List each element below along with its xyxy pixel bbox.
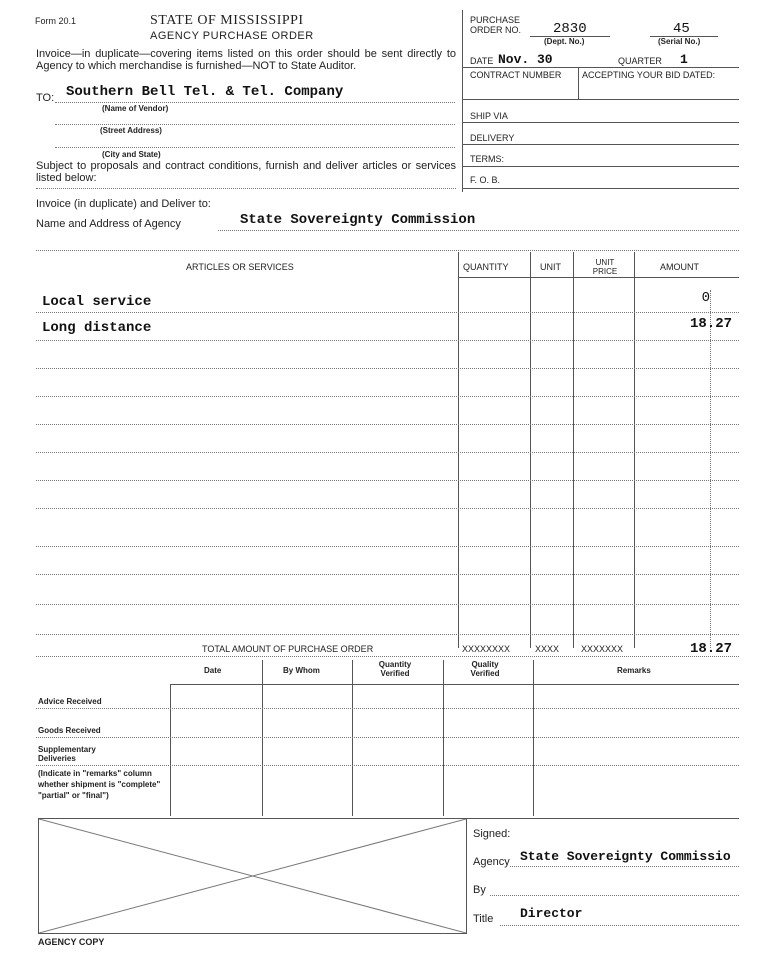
sig-title-label: Title: [473, 913, 494, 925]
quarter-value: 1: [680, 52, 688, 67]
to-label: TO:: [36, 92, 55, 104]
item-row-2-article: Long distance: [42, 320, 152, 336]
city-caption: (City and State): [102, 150, 161, 159]
agency-name: State Sovereignty Commission: [240, 212, 476, 228]
col-unit-price: UNIT PRICE: [592, 258, 618, 276]
date-value: Nov. 30: [498, 52, 553, 67]
recv-col-quantity: Quantity Verified: [378, 660, 412, 678]
agency-address-label: Name and Address of Agency: [36, 218, 181, 230]
contract-label: CONTRACT NUMBER: [470, 70, 562, 80]
po-label-1: PURCHASE: [470, 15, 521, 25]
sig-agency-label: Agency: [473, 856, 510, 868]
recv-goods-received: Goods Received: [38, 726, 101, 735]
terms-label: TERMS:: [470, 154, 505, 164]
sig-title-value: Director: [520, 906, 583, 921]
delivery-label: DELIVERY: [470, 133, 515, 143]
total-label: TOTAL AMOUNT OF PURCHASE ORDER: [202, 644, 374, 654]
item-row-1-amount: 0: [701, 290, 710, 306]
subject-note: Subject to proposals and contract conditions, furnish and deliver articles or services listed below:: [36, 160, 456, 184]
invoice-deliver-label: Invoice (in duplicate) and Deliver to:: [36, 198, 211, 210]
street-caption: (Street Address): [100, 126, 162, 135]
fob-label: F. O. B.: [470, 175, 501, 185]
col-amount: AMOUNT: [660, 262, 699, 272]
dept-caption: (Dept. No.): [544, 37, 585, 46]
dept-number: 2830: [553, 21, 587, 37]
sig-agency-value: State Sovereignty Commissio: [520, 849, 731, 864]
item-row-2-amount: 18.27: [690, 316, 733, 332]
recv-note: (Indicate in "remarks" column whether shipment is "complete" "partial" or "final"): [38, 769, 161, 800]
col-unit: UNIT: [540, 262, 561, 272]
total-unit-x: XXXX: [535, 644, 560, 654]
total-qty-x: XXXXXXXX: [462, 644, 511, 654]
ship-via-label: SHIP VIA: [470, 111, 508, 121]
form-title: AGENCY PURCHASE ORDER: [150, 30, 314, 42]
recv-advice-received: Advice Received: [38, 697, 102, 706]
col-articles: ARTICLES OR SERVICES: [186, 262, 294, 272]
sig-by-label: By: [473, 884, 486, 896]
vendor-name-caption: (Name of Vendor): [102, 104, 169, 113]
serial-number: 45: [673, 21, 690, 37]
signed-label: Signed:: [473, 828, 511, 840]
recv-col-date: Date: [204, 666, 222, 675]
total-amount: 18.27: [690, 641, 733, 657]
state-title: STATE OF MISSISSIPPI: [150, 13, 304, 28]
recv-col-quality: Quality Verified: [470, 660, 500, 678]
cross-mark: [39, 819, 466, 933]
serial-caption: (Serial No.): [658, 37, 701, 46]
cancelled-box: [38, 818, 467, 934]
col-quantity: QUANTITY: [463, 262, 509, 272]
recv-col-remarks: Remarks: [617, 666, 651, 675]
recv-supplementary: Supplementary Deliveries: [38, 745, 96, 763]
form-number: Form 20.1: [35, 16, 77, 26]
total-price-x: XXXXXXX: [581, 644, 624, 654]
accepting-label: ACCEPTING YOUR BID DATED:: [582, 70, 716, 80]
vendor-name: Southern Bell Tel. & Tel. Company: [66, 84, 344, 100]
date-label: DATE: [470, 56, 494, 66]
invoice-note: Invoice—in duplicate—covering items listed on this order should be sent directly to Agency to which merchandise is furnished—NOT to State Auditor.: [36, 48, 456, 72]
recv-col-by-whom: By Whom: [283, 666, 320, 675]
quarter-label: QUARTER: [618, 56, 662, 66]
agency-copy-label: AGENCY COPY: [38, 937, 105, 947]
item-row-1-article: Local service: [42, 294, 152, 310]
po-label-2: ORDER NO.: [470, 25, 522, 35]
